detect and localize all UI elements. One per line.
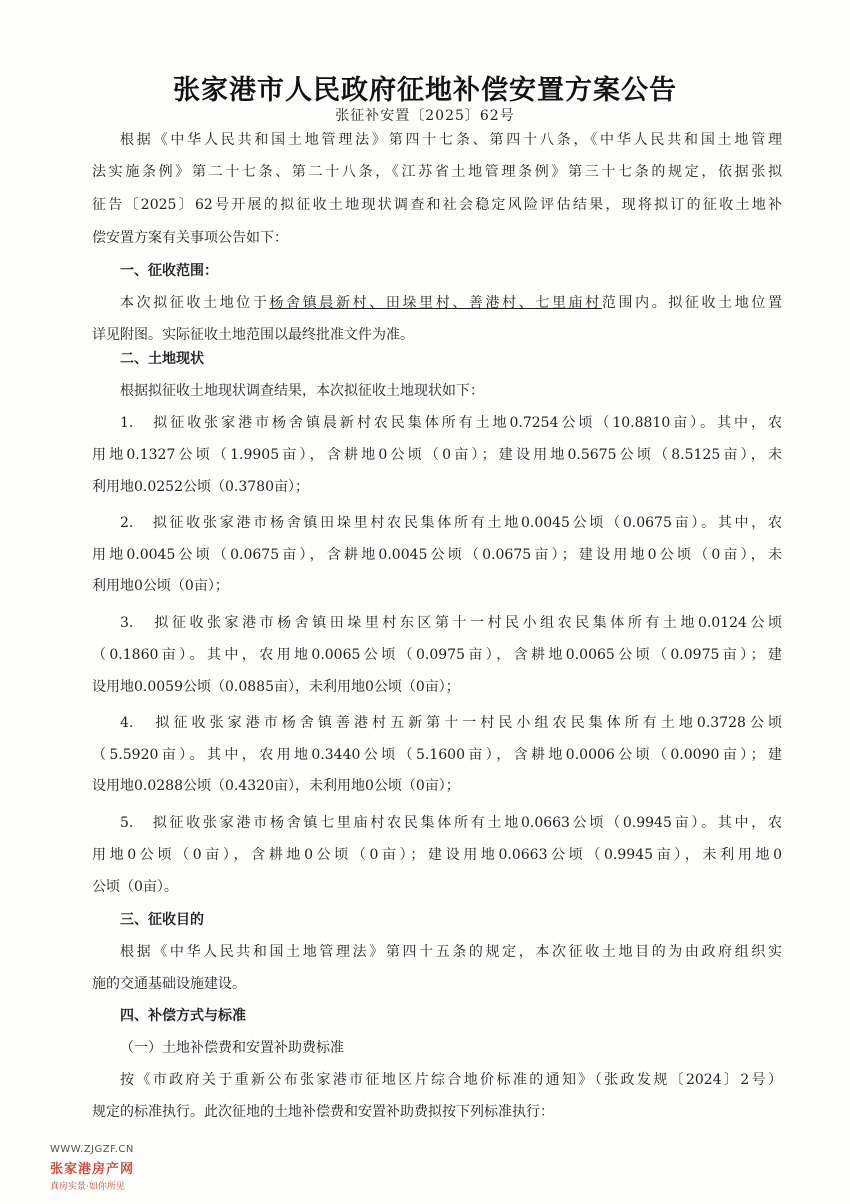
section-1-text-post: 范围内。拟征收土地位置 bbox=[601, 295, 782, 311]
item-2-line-2: 用地0.0045公顷（0.0675亩），含耕地0.0045公顷（0.0675亩）；建设用地0公顷（0亩），未 bbox=[92, 547, 782, 563]
intro-line-2: 法实施条例》第二十七条、第二十八条，《江苏省土地管理条例》第三十七条的规定，依据张拟 bbox=[92, 164, 782, 180]
section-1-text-pre: 本次拟征收土地位于 bbox=[120, 295, 270, 311]
page-title: 张家港市人民政府征地补偿安置方案公告 bbox=[173, 75, 677, 106]
section-1-line-2: 详见附图。实际征收土地范围以最终批准文件为准。 bbox=[92, 327, 414, 343]
section-4-line-2: 规定的标准执行。此次征地的土地补偿费和安置补助费拟按下列标准执行： bbox=[92, 1104, 554, 1120]
item-1-line-2: 用地0.1327公顷（1.9905亩），含耕地0公顷（0亩）；建设用地0.5675公顷（8.5125亩），未 bbox=[92, 447, 782, 463]
section-2-heading: 二、土地现状 bbox=[120, 351, 204, 367]
item-5-line-3: 公顷（0亩）。 bbox=[92, 879, 178, 895]
item-3-line-1: 3. 拟征收张家港市杨舍镇田垛里村东区第十一村民小组农民集体所有土地0.0124公顷 bbox=[120, 615, 782, 631]
intro-line-1: 根据《中华人民共和国土地管理法》第四十七条、第四十八条，《中华人民共和国土地管理 bbox=[120, 132, 782, 148]
section-4-subheading: （一）土地补偿费和安置补助费标准 bbox=[120, 1040, 344, 1056]
section-1-heading: 一、征收范围： bbox=[120, 263, 218, 279]
watermark bbox=[50, 1144, 170, 1192]
item-5-line-1: 5. 拟征收张家港市杨舍镇七里庙村农民集体所有土地0.0663公顷（0.9945亩）。其中，农 bbox=[120, 815, 782, 831]
watermark-slogan: 真房实景·如你所见 bbox=[50, 1182, 125, 1192]
section-3-line-1: 根据《中华人民共和国土地管理法》第四十五条的规定，本次征收土地目的为由政府组织实 bbox=[120, 944, 782, 960]
item-5-line-2: 用地0公顷（0亩），含耕地0公顷（0亩）；建设用地0.0663公顷（0.9945亩），未利用地0 bbox=[92, 847, 782, 863]
item-4-line-2: （5.5920亩）。其中，农用地0.3440公顷（5.1600亩），含耕地0.0006公顷（0.0090亩）；建 bbox=[92, 747, 782, 763]
item-1-line-3: 利用地0.0252公顷（0.3780亩）； bbox=[92, 479, 309, 495]
section-4-heading: 四、补偿方式与标准 bbox=[120, 1008, 246, 1024]
watermark-url: WWW.ZJGZF.CN bbox=[50, 1144, 134, 1155]
section-3-line-2: 施的交通基础设施建设。 bbox=[92, 976, 246, 992]
item-2-line-3: 利用地0公顷（0亩）； bbox=[92, 578, 229, 594]
item-4-line-3: 设用地0.0288公顷（0.4320亩），未利用地0公顷（0亩）； bbox=[92, 778, 460, 794]
item-4-line-1: 4. 拟征收张家港市杨舍镇善港村五新第十一村民小组农民集体所有土地0.3728公顷 bbox=[120, 715, 782, 731]
document-number: 张征补安置〔2025〕62号 bbox=[335, 108, 515, 124]
item-1-line-1: 1. 拟征收张家港市杨舍镇晨新村农民集体所有土地0.7254公顷（10.8810亩）。其中，农 bbox=[120, 415, 782, 431]
section-4-line-1: 按《市政府关于重新公布张家港市征地区片综合地价标准的通知》（张政发规〔2024〕2号） bbox=[120, 1072, 782, 1088]
item-2-line-1: 2. 拟征收张家港市杨舍镇田垛里村农民集体所有土地0.0045公顷（0.0675亩）。其中，农 bbox=[120, 515, 782, 531]
watermark-name: 张家港房产网 bbox=[50, 1162, 135, 1177]
section-2-intro: 根据拟征收土地现状调查结果，本次拟征收土地现状如下： bbox=[120, 383, 484, 399]
intro-line-3: 征告〔2025〕62号开展的拟征收土地现状调查和社会稳定风险评估结果，现将拟订的征收土地补 bbox=[92, 197, 782, 213]
item-3-line-3: 设用地0.0059公顷（0.0885亩），未利用地0公顷（0亩）； bbox=[92, 679, 460, 695]
section-1-villages: 杨舍镇晨新村、田垛里村、善港村、七里庙村 bbox=[269, 295, 602, 311]
item-3-line-2: （0.1860亩）。其中，农用地0.0065公顷（0.0975亩），含耕地0.0065公顷（0.0975亩）；建 bbox=[92, 647, 782, 663]
intro-line-4: 偿安置方案有关事项公告如下： bbox=[92, 230, 288, 246]
section-3-heading: 三、征收目的 bbox=[120, 912, 204, 928]
section-1-line-1 bbox=[120, 293, 782, 313]
